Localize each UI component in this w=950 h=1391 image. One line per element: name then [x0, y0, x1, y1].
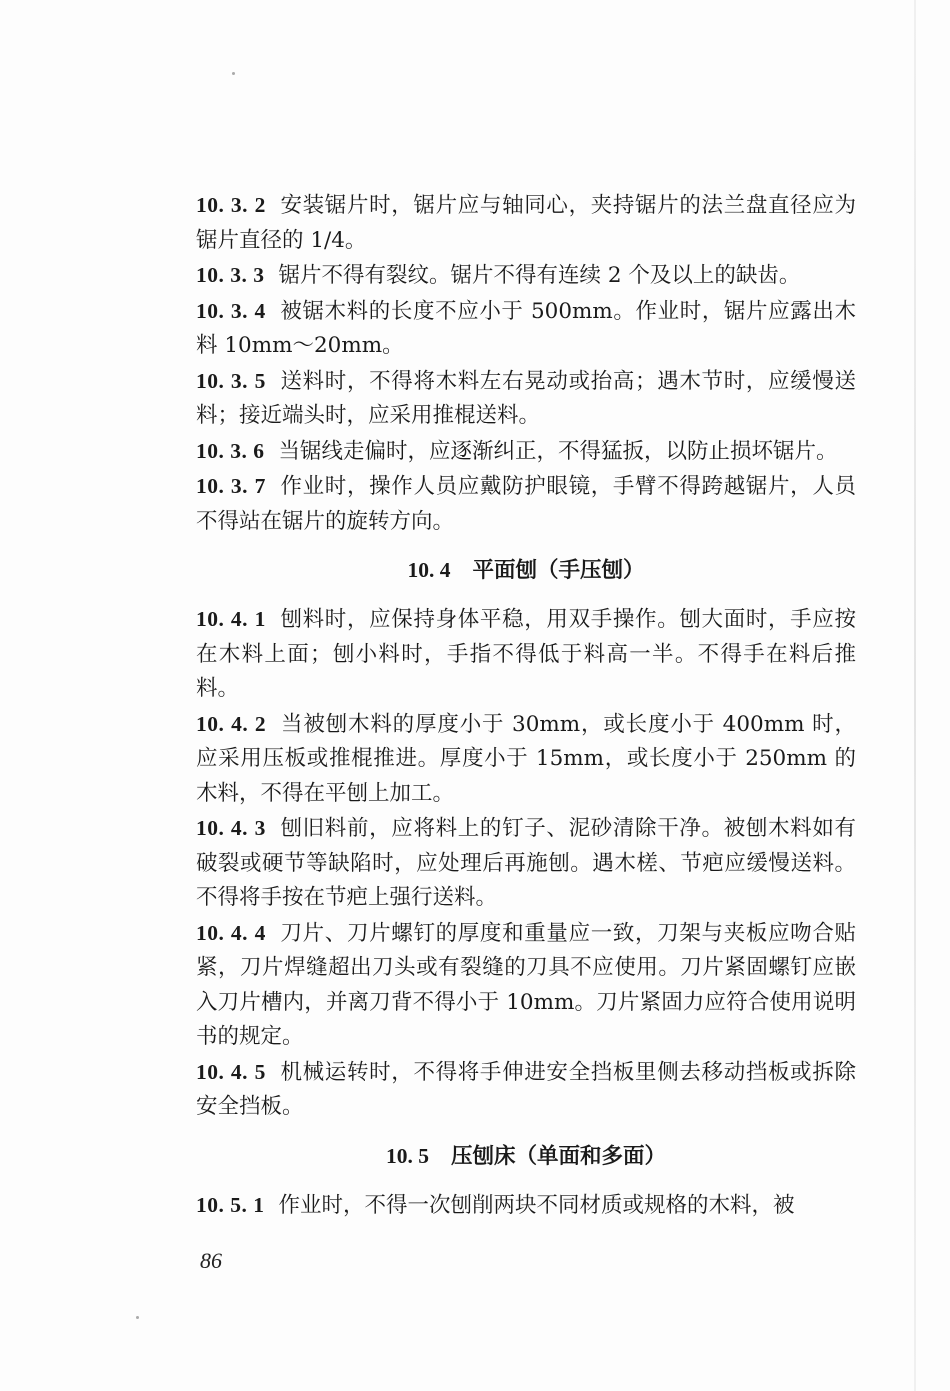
clause-10-3-7 — [196, 469, 856, 539]
clause-number: 10. 4. 3 — [196, 816, 266, 840]
clause-text: 当被刨木料的厚度小于 30mm，或长度小于 400mm 时，应采用压板或推棍推进。厚度小于 15mm，或长度小于 250mm 的木料，不得在平刨上加工。 — [196, 711, 856, 806]
clause-text: 刀片、刀片螺钉的厚度和重量应一致，刀架与夹板应吻合贴紧，刀片焊缝超出刀头或有裂缝的刀具不应使用。刀片紧固螺钉应嵌入刀片槽内，并离刀背不得小于 10mm。刀片紧固力应符合使用说明书的规定。 — [196, 920, 856, 1049]
clause-number: 10. 4. 4 — [196, 920, 266, 945]
clause-10-4-1 — [196, 602, 856, 707]
clause-10-5-1 — [196, 1188, 856, 1224]
clause-number: 10. 3. 3 — [196, 263, 265, 287]
clause-text: 安装锯片时，锯片应与轴同心，夹持锯片的法兰盘直径应为锯片直径的 1/4。 — [196, 193, 856, 253]
clause-text: 刨旧料前，应将料上的钉子、泥砂清除干净。被刨木料如有破裂或硬节等缺陷时，应处理后再施刨。遇木槎、节疤应缓慢送料。不得将手按在节疤上强行送料。 — [196, 816, 856, 910]
scan-speck — [232, 72, 235, 75]
section-title: 压刨床（单面和多面） — [450, 1143, 666, 1169]
scan-speck — [136, 1316, 139, 1319]
clause-10-3-4 — [196, 294, 856, 364]
clause-number: 10. 4. 2 — [196, 711, 267, 736]
clause-10-3-2 — [196, 188, 856, 258]
section-heading-10-4 — [196, 553, 856, 588]
section-title: 平面刨（手压刨） — [472, 558, 645, 583]
clause-number: 10. 4. 5 — [196, 1059, 266, 1084]
clause-text: 作业时，不得一次刨削两块不同材质或规格的木料，被 — [278, 1192, 795, 1218]
clause-text: 送料时，不得将木料左右晃动或抬高；遇木节时，应缓慢送料；接近端头时，应采用推棍送料。 — [196, 368, 856, 428]
clause-text: 刨料时，应保持身体平稳，用双手操作。刨大面时，手应按在木料上面；刨小料时，手指不得低于料高一半。不得手在料后推料。 — [196, 607, 856, 701]
section-heading-10-5 — [196, 1139, 856, 1174]
clause-number: 10. 3. 6 — [196, 438, 265, 463]
clause-number: 10. 3. 5 — [196, 368, 266, 393]
clause-10-4-5 — [196, 1055, 856, 1125]
clause-number: 10. 5. 1 — [196, 1192, 265, 1217]
clause-text: 当锯线走偏时，应逐渐纠正，不得猛扳，以防止损坏锯片。 — [278, 438, 838, 464]
clause-10-3-3 — [196, 258, 856, 294]
clause-text: 机械运转时，不得将手伸进安全挡板里侧去移动挡板或拆除安全挡板。 — [196, 1059, 856, 1119]
clause-10-3-5 — [196, 364, 856, 434]
clause-number: 10. 4. 1 — [196, 607, 266, 631]
clause-10-4-4 — [196, 916, 856, 1055]
page-edge-shadow — [914, 0, 916, 1391]
section-number: 10. 5 — [385, 1143, 429, 1168]
page-number: 86 — [200, 1248, 222, 1273]
clause-10-3-6 — [196, 434, 856, 470]
page-content — [196, 188, 856, 1223]
clause-text: 作业时，操作人员应戴防护眼镜，手臂不得跨越锯片，人员不得站在锯片的旋转方向。 — [196, 474, 856, 534]
clause-10-4-3 — [196, 811, 856, 916]
clause-number: 10. 3. 4 — [196, 298, 266, 323]
clause-text: 锯片不得有裂纹。锯片不得有连续 2 个及以上的缺齿。 — [278, 263, 801, 288]
section-number: 10. 4 — [407, 558, 451, 582]
clause-number: 10. 3. 2 — [196, 193, 266, 217]
clause-10-4-2 — [196, 707, 856, 812]
clause-text: 被锯木料的长度不应小于 500mm。作业时，锯片应露出木料 10mm～20mm。 — [196, 298, 856, 358]
clause-number: 10. 3. 7 — [196, 474, 266, 498]
